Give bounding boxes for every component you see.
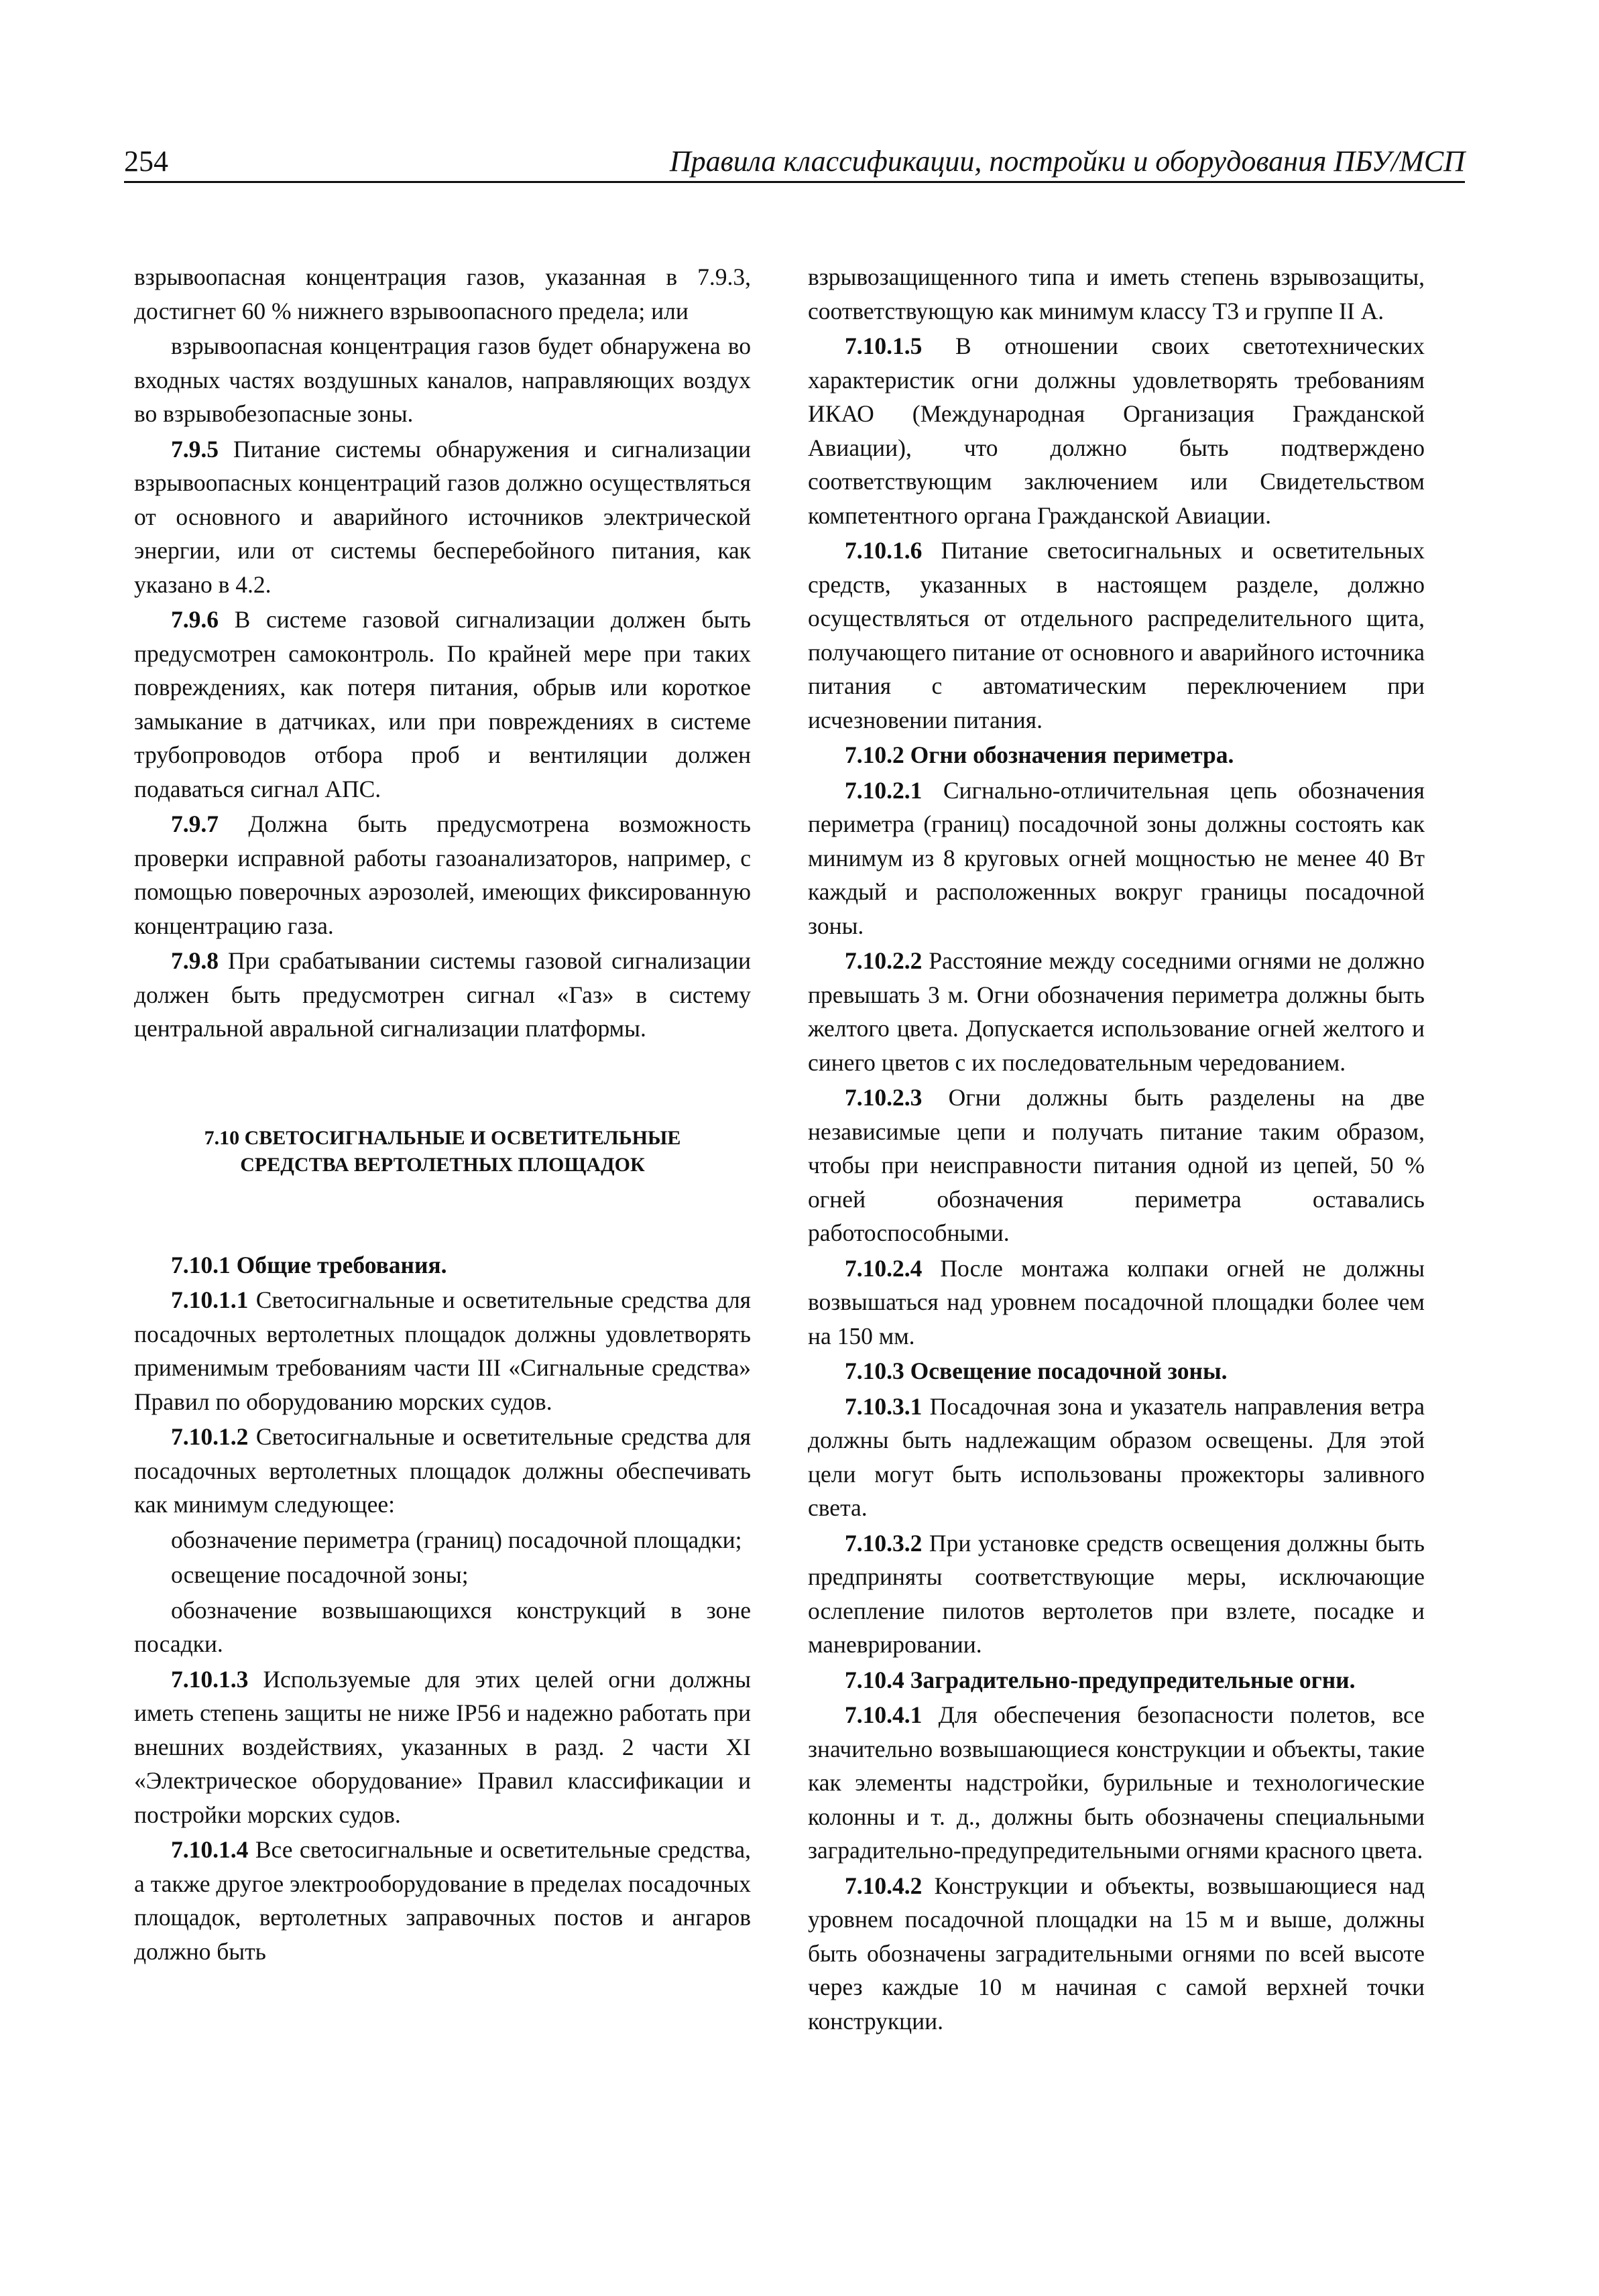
paragraph: взрывозащищенного типа и иметь степень взрывозащиты, соответствующую как минимум классу Т3 и группе II А.	[808, 263, 1425, 324]
clause-7-10-3-1: 7.10.3.1 Посадочная зона и указатель направления ветра должны быть надлежащим образом освещены. Для этой цели могут быть использованы прожекторы заливного света.	[808, 1392, 1425, 1521]
clause-7-9-8: 7.9.8 При срабатывании системы газовой сигнализации должен быть предусмотрен сигнал «Газ» в систему центральной авральной сигнализации платформы.	[134, 947, 751, 1042]
clause-number: 7.10.1.2	[171, 1423, 249, 1450]
subsection-title: 7.10.2 Огни обозначения периметра.	[845, 741, 1234, 768]
clause-7-10-1-3: 7.10.1.3 Используемые для этих целей огни должны иметь степень защиты не ниже IP56 и надежно работать при внешних воздействиях, указанных в разд. 2 части XI «Электрическое оборудование» Правил классификации и постройки морских судов.	[134, 1665, 751, 1828]
clause-7-10-2-1: 7.10.2.1 Сигнально-отличительная цепь обозначения периметра (границ) посадочной зоны должны состоять как минимум из 8 круговых огней мощностью не менее 40 Вт каждый и расположенных вокруг границы посадочной зоны.	[808, 776, 1425, 939]
clause-number: 7.9.8	[171, 947, 219, 974]
clause-number: 7.10.3.2	[845, 1529, 923, 1557]
subsection-title: 7.10.4 Заградительно-предупредительные огни.	[845, 1666, 1356, 1693]
clause-number: 7.9.6	[171, 606, 219, 633]
clause-7-10-4-2: 7.10.4.2 Конструкции и объекты, возвышающиеся над уровнем посадочной площадки на 15 м и выше, должны быть обозначены заградительными огнями по всей высоте через каждые 10 м начиная с самой верхней точки конструкции.	[808, 1872, 1425, 2035]
clause-number: 7.10.4.2	[845, 1872, 923, 1899]
clause-7-10-3-2: 7.10.3.2 При установке средств освещения должны быть предприняты соответствующие меры, исключающие ослепление пилотов вертолетов при взлете, посадке и маневрировании.	[808, 1529, 1425, 1658]
clause-number: 7.10.1.5	[845, 333, 923, 359]
page-number: 254	[124, 145, 168, 178]
clause-number: 7.10.2.2	[845, 947, 923, 974]
paragraph: взрывоопасная концентрация газов, указанная в 7.9.3, достигнет 60 % нижнего взрывоопасного предела; или	[134, 263, 751, 324]
clause-number: 7.10.2.4	[845, 1254, 923, 1282]
section-heading: 7.10 СВЕТОСИГНАЛЬНЫЕ И ОСВЕТИТЕЛЬНЫЕ СРЕДСТВА ВЕРТОЛЕТНЫХ ПЛОЩАДОК	[204, 1126, 681, 1176]
clause-7-10-1-4: 7.10.1.4 Все светосигнальные и осветительные средства, а также другое электрооборудование в пределах посадочных площадок, вертолетных заправочных постов и ангаров должно быть	[134, 1836, 751, 1965]
clause-number: 7.10.2.3	[845, 1084, 923, 1111]
clause-number: 7.9.7	[171, 810, 219, 837]
clause-7-9-6: 7.9.6 В системе газовой сигнализации должен быть предусмотрен самоконтроль. По крайней мере при таких повреждениях, как потеря питания, обрыв или короткое замыкание в датчиках, или при повреждениях в системе трубопроводов отбора проб и вентиляции должен подаваться сигнал АПС.	[134, 606, 751, 802]
right-column	[808, 260, 1425, 2039]
paragraph: взрывоопасная концентрация газов будет обнаружена во входных частях воздушных каналов, направляющих воздух во взрывобезопасные зоны.	[134, 333, 751, 427]
clause-7-9-5: 7.9.5 Питание системы обнаружения и сигнализации взрывоопасных концентраций газов должно осуществляться от основного и аварийного источников электрической энергии, или от системы бесперебойного питания, как указано в 4.2.	[134, 435, 751, 598]
clause-7-10-1-2: 7.10.1.2 Светосигнальные и осветительные средства для посадочных вертолетных площадок должны обеспечивать как минимум следующее:	[134, 1423, 751, 1518]
clause-7-10-2-3: 7.10.2.3 Огни должны быть разделены на две независимые цепи и получать питание таким образом, чтобы при неисправности питания одной из цепей, 50 % огней обозначения периметра оставались работоспособными.	[808, 1084, 1425, 1246]
clause-number: 7.10.1.4	[171, 1836, 249, 1863]
clause-number: 7.10.3.1	[845, 1392, 923, 1420]
clause-7-9-7: 7.9.7 Должна быть предусмотрена возможность проверки исправной работы газоанализаторов, например, с помощью поверочных аэрозолей, имеющих фиксированную концентрацию газа.	[134, 810, 751, 939]
running-title: Правила классификации, постройки и оборудования ПБУ/МСП	[669, 145, 1465, 178]
clause-7-10-1-6: 7.10.1.6 Питание светосигнальных и осветительных средств, указанных в настоящем разделе, должно осуществляться от отдельного распределительного щита, получающего питание от основного и аварийного источника питания с автоматическим переключением при исчезновении питания.	[808, 537, 1425, 733]
left-column	[134, 260, 751, 1970]
list-item: обозначение возвышающихся конструкций в зоне посадки.	[134, 1596, 751, 1657]
clause-number: 7.10.4.1	[845, 1701, 923, 1728]
clause-number: 7.10.1.1	[171, 1286, 249, 1313]
clause-number: 7.10.2.1	[845, 776, 923, 804]
clause-number: 7.10.1.3	[171, 1665, 249, 1693]
list-item: обозначение периметра (границ) посадочной площадки;	[171, 1526, 742, 1553]
subsection-title: 7.10.3 Освещение посадочной зоны.	[845, 1357, 1228, 1384]
list-item: освещение посадочной зоны;	[171, 1561, 469, 1588]
clause-7-10-2-2: 7.10.2.2 Расстояние между соседними огнями не должно превышать 3 м. Огни обозначения периметра должны быть желтого цвета. Допускается использование огней желтого и синего цветов с их последовательным чередованием.	[808, 947, 1425, 1076]
subsection-title: 7.10.1 Общие требования.	[171, 1251, 447, 1278]
page-header	[124, 146, 1465, 183]
clause-number: 7.10.1.6	[845, 537, 923, 564]
clause-7-10-1-1: 7.10.1.1 Светосигнальные и осветительные средства для посадочных вертолетных площадок должны удовлетворять применимым требованиям части III «Сигнальные средства» Правил по оборудованию морских судов.	[134, 1286, 751, 1415]
clause-7-10-1-5: 7.10.1.5 В отношении своих светотехнических характеристик огни должны удовлетворять требованиям ИКАО (Международная Организация Гражданской Авиации), что должно быть подтверждено соответствующим заключением или Свидетельством компетентного органа Гражданской Авиации.	[808, 333, 1425, 529]
clause-number: 7.9.5	[171, 435, 219, 463]
clause-7-10-4-1: 7.10.4.1 Для обеспечения безопасности полетов, все значительно возвышающиеся конструкции и объекты, такие как элементы надстройки, бурильные и технологические колонны и т. д., должны быть обозначены специальными заградительно-предупредительными огнями красного цвета.	[808, 1701, 1425, 1864]
clause-7-10-2-4: 7.10.2.4 После монтажа колпаки огней не должны возвышаться над уровнем посадочной площадки более чем на 150 мм.	[808, 1254, 1425, 1349]
